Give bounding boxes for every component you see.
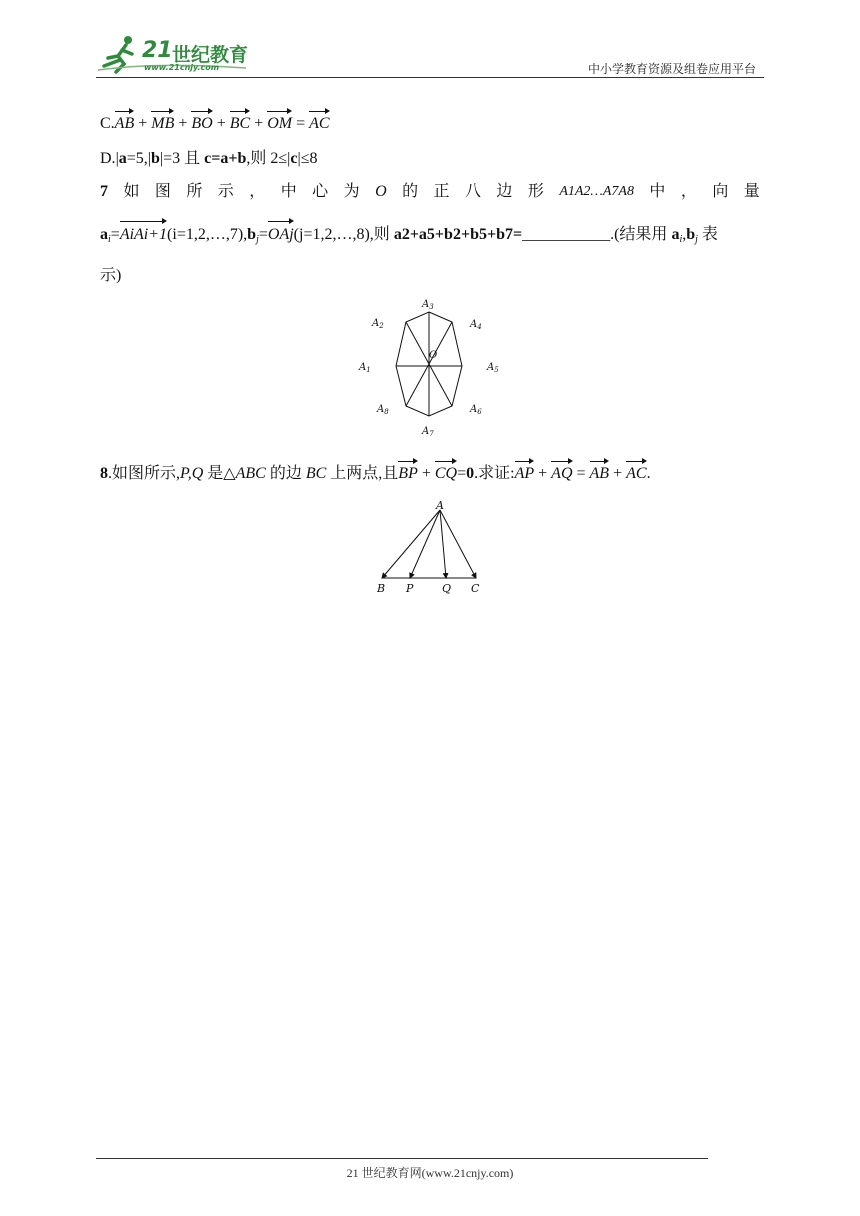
vector-ab: AB <box>115 110 135 135</box>
question-8: 8.如图所示,P,Q 是△ABC 的边 BC 上两点,且BP + CQ=0.求证:AP + AQ = AB + AC. <box>100 460 651 485</box>
q7-line-3: 示) <box>100 267 122 284</box>
vector-aq: AQ <box>551 460 572 485</box>
vector-ac: AC <box>309 110 329 135</box>
label-center-o: O <box>429 350 438 361</box>
label-a1: $A_1$ <box>359 362 371 374</box>
triangle-figure <box>368 500 498 600</box>
vector-ap: AP <box>515 460 535 485</box>
label-p: P <box>406 582 414 595</box>
logo-number: 21 <box>142 38 173 63</box>
label-a5: $A_5$ <box>487 362 499 374</box>
site-logo <box>96 34 266 76</box>
label-a2: $A_2$ <box>372 318 384 330</box>
vector-ac-2: AC <box>626 460 646 485</box>
footer-text: 21 世纪教育网(www.21cnjy.com) <box>346 1166 514 1180</box>
vector-cq: CQ <box>435 460 457 485</box>
label-b: B <box>377 582 386 595</box>
logo-text: 世纪教育 <box>172 44 249 66</box>
label-a6: $A_6$ <box>470 404 482 416</box>
header-divider <box>96 77 764 78</box>
label-a3: $A_3$ <box>422 299 434 311</box>
q7-expression: a2+a5+b2+b5+b7= <box>393 226 523 243</box>
label-a8: $A_8$ <box>377 404 389 416</box>
vector-ai-ai1: AiAi+1 <box>120 220 167 247</box>
question-7 <box>100 180 760 288</box>
vector-bp: BP <box>398 460 418 485</box>
vector-bc: BC <box>230 110 250 135</box>
label-c: C <box>471 582 480 595</box>
option-c: C.AB + MB + BO + BC + OM = AC <box>100 110 330 135</box>
footer-divider <box>96 1158 708 1159</box>
vector-om: OM <box>267 110 292 135</box>
label-q: Q <box>442 582 452 595</box>
option-d: D.|a=5,|b|=3 且 c=a+b,则 2≤|c|≤8 <box>100 150 318 167</box>
octagon-figure <box>350 292 510 442</box>
label-a4: $A_4$ <box>470 319 482 331</box>
label-a: A <box>436 500 444 512</box>
vector-ab-2: AB <box>590 460 610 485</box>
answer-blank: ___________ <box>522 226 611 243</box>
vector-bo: BO <box>191 110 212 135</box>
q7-line-1: 7 如 图 所 示 ， 中 心 为 O 的 正 八 边 形 A1A2…A7A8 中 ， 向 量 <box>100 180 760 204</box>
logo-url: www.21cnjy.com <box>144 63 220 72</box>
label-a7: $A_7$ <box>422 426 434 438</box>
q7-line-2: $a_i=AiAi+1(i=1,2,\dots,7),b_j=OAj(j=1,2,\dots,8)$,则 a2+a5+b2+b5+b7=___________.(结果用 $a_i,b_j$ 表 <box>100 220 760 252</box>
vector-mb: MB <box>151 110 174 135</box>
vector-oaj: OAj <box>268 220 294 247</box>
polygon-name: A1A2…A7A8 <box>559 184 634 199</box>
platform-name: 中小学教育资源及组卷应用平台 <box>587 62 756 76</box>
